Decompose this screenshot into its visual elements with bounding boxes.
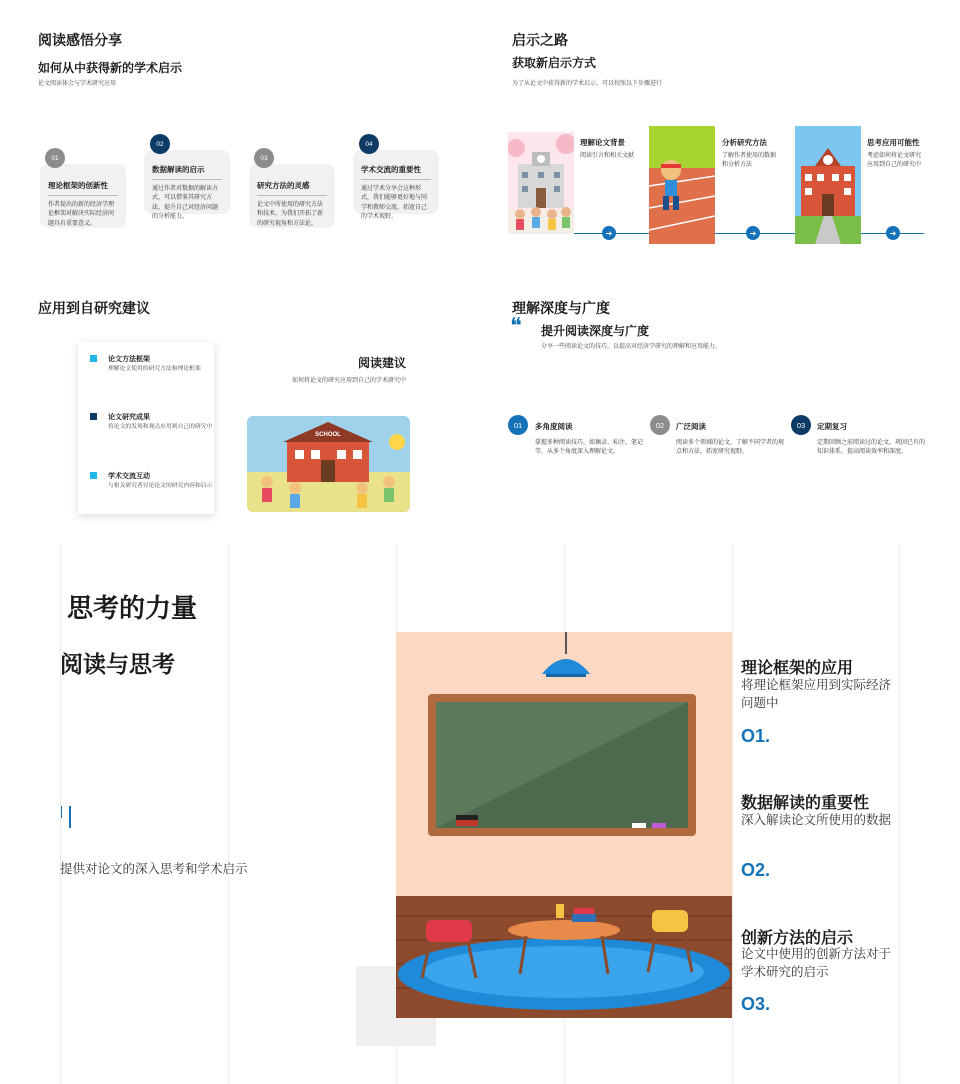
step-title: 思考应用可能性 xyxy=(867,138,920,147)
list-item-title: 论文方法框架 xyxy=(108,356,150,363)
step-desc: 阅读引言和相关文献 xyxy=(580,153,635,159)
school-kids-illustration xyxy=(508,132,574,234)
arrow-right-icon: ➜ xyxy=(602,226,616,240)
point-desc: 论文中使用的创新方法对于学术研究的启示 xyxy=(741,947,892,979)
bullet-square-icon xyxy=(90,355,97,362)
point-title: 创新方法的启示 xyxy=(741,930,854,947)
number-badge: 02 xyxy=(650,415,670,435)
point-number: O3. xyxy=(741,994,771,1014)
slide4-title: 理解深度与广度 xyxy=(512,300,610,316)
tip-title: 多角度阅读 xyxy=(535,422,573,431)
tip-desc: 阅读多个领域的论文，了解不同学者的观点和方法，拓宽研究视野。 xyxy=(676,440,785,456)
slide-depth-and-breadth xyxy=(480,268,960,538)
grid-line xyxy=(228,544,229,1084)
step-desc: 考虑如何将论文研究应用到自己的研究中 xyxy=(867,153,922,168)
list-item-desc: 将论文的发现和观点应用到自己的研究中 xyxy=(108,424,213,430)
slide-reading-insights xyxy=(0,0,480,268)
slide5-caption: 提供对论文的深入思考和学术启示 xyxy=(60,862,248,876)
card-title: 数据解读的启示 xyxy=(152,164,222,180)
accent-bar xyxy=(61,806,62,818)
reading-advice-title: 阅读建议 xyxy=(357,356,406,370)
point-number: O1. xyxy=(741,726,771,746)
suggestion-list-panel xyxy=(78,342,214,514)
classroom-illustration xyxy=(396,632,732,1018)
point-desc: 深入解读论文所使用的数据 xyxy=(741,813,892,827)
insight-card-2 xyxy=(144,150,230,220)
card-number-badge: 01 xyxy=(45,148,65,168)
school-kids-illustration xyxy=(247,416,410,512)
school-building-illustration xyxy=(795,126,861,244)
slide2-title: 启示之路 xyxy=(512,32,568,48)
timeline-line xyxy=(540,233,924,234)
card-title: 理论框架的创新性 xyxy=(48,180,118,196)
insight-card-4 xyxy=(353,150,439,220)
number-badge: 01 xyxy=(508,415,528,435)
step-title: 分析研究方法 xyxy=(722,138,767,147)
point-number: O2. xyxy=(741,860,771,880)
slide2-subtitle: 获取新启示方式 xyxy=(512,56,597,70)
grid-line xyxy=(732,544,733,1084)
list-item-title: 论文研究成果 xyxy=(108,414,150,421)
tip-title: 定期复习 xyxy=(817,422,847,431)
tip-title: 广泛阅读 xyxy=(676,422,706,431)
accent-bar xyxy=(69,806,71,828)
card-number-badge: 02 xyxy=(150,134,170,154)
insight-card-3 xyxy=(249,164,335,228)
grid-line xyxy=(899,544,900,1084)
tip-desc: 定期回顾之前阅读过的论文，巩固已有的知识体系，提高阅读效率和深度。 xyxy=(817,440,926,456)
reading-advice-caption: 如何将论文的研究应用到自己的学术研究中 xyxy=(291,378,406,384)
slide-power-of-thinking xyxy=(0,544,960,1084)
tip-desc: 掌握多种阅读技巧，如摘录、标注、笔记等，从多个角度深入理解论文。 xyxy=(535,440,644,456)
list-item-desc: 理解论文使用的研究方法和理论框架 xyxy=(108,366,201,372)
list-item-title: 学术交流互动 xyxy=(108,473,150,480)
slide5-title: 思考的力量 xyxy=(67,593,198,623)
card-number-badge: 04 xyxy=(359,134,379,154)
step-title: 理解论文背景 xyxy=(580,138,625,147)
school-sign-label: SCHOOL xyxy=(315,432,341,438)
slide5-subtitle: 阅读与思考 xyxy=(60,651,175,677)
insight-card-1 xyxy=(40,164,126,228)
slide-application-suggestions xyxy=(0,268,480,538)
slide1-caption: 论文阅读体会与学术研究应用 xyxy=(38,81,117,87)
card-title: 研究方法的灵感 xyxy=(257,180,327,196)
point-desc: 将理论框架应用到实际经济问题中 xyxy=(741,678,892,710)
card-desc: 通过作者对数据的解读方式，可以借鉴其研究方法，提升自己对经济问题的分析能力。 xyxy=(152,186,219,220)
slide1-subtitle: 如何从中获得新的学术启示 xyxy=(38,61,183,75)
slide-path-to-insight xyxy=(480,0,960,268)
slide2-caption: 为了从论文中获得新的学术启示，可以按照以下步骤进行 xyxy=(512,81,663,87)
point-title: 理论框架的应用 xyxy=(741,660,854,677)
card-desc: 作者提出的新的经济学理论框架对解决实际经济问题具有重要意义。 xyxy=(48,202,115,227)
runner-illustration xyxy=(649,126,715,244)
step-desc: 了解作者使用的数据和分析方法 xyxy=(722,153,777,168)
card-number-badge: 03 xyxy=(254,148,274,168)
slide4-caption: 分享一些阅读论文的技巧，以提高对经济学研究的理解和应用能力。 xyxy=(541,344,722,350)
arrow-right-icon: ➜ xyxy=(746,226,760,240)
list-item-desc: 与相关研究者讨论论文的研究内容和启示 xyxy=(108,483,213,489)
point-title: 数据解读的重要性 xyxy=(741,795,870,812)
card-title: 学术交流的重要性 xyxy=(361,164,431,180)
card-desc: 通过学术分享会这种形式，我们能够更好地与同学和教师交流，拓宽自己的学术视野。 xyxy=(361,186,428,220)
slide4-subtitle: 提升阅读深度与广度 xyxy=(541,324,650,338)
bullet-square-icon xyxy=(90,472,97,479)
number-badge: 03 xyxy=(791,415,811,435)
arrow-right-icon: ➜ xyxy=(886,226,900,240)
bullet-square-icon xyxy=(90,413,97,420)
slide1-title: 阅读感悟分享 xyxy=(38,32,122,48)
card-desc: 论文中所使用的研究方法和技术，为我们开拓了新的研究视角和方法论。 xyxy=(257,202,324,227)
slide3-title: 应用到自研究建议 xyxy=(38,300,150,316)
quote-mark-icon: ❝ xyxy=(510,314,522,339)
